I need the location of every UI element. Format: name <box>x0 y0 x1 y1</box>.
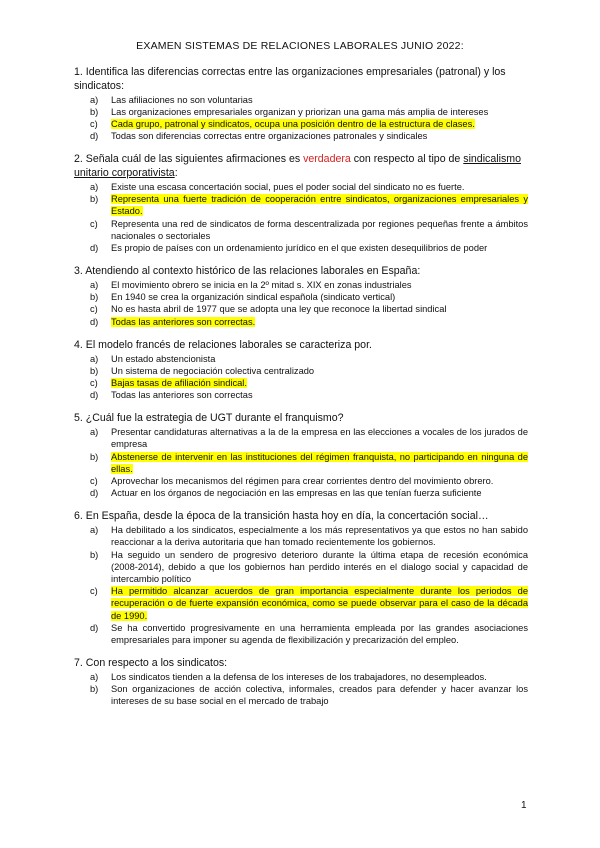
option-text <box>111 365 528 377</box>
option-text <box>111 94 528 106</box>
option-text-content: Cada grupo, patronal y sindicatos, ocupa una posición dentro de la estructura de clases. <box>111 119 475 129</box>
option-letter: d) <box>90 488 99 499</box>
option-text-content: Un sistema de negociación colectiva centralizado <box>111 365 315 376</box>
option-text-content: Presentar candidaturas alternativas a la de la empresa en las elecciones a vocales de los jurados de empresa <box>111 427 528 450</box>
option-text-content: Representa una red de sindicatos de forma descentralizada por regiones pequeñas frente a ámbitos nacionales o sectoriales <box>111 218 528 241</box>
answer-option <box>74 549 528 586</box>
option-text <box>111 279 528 291</box>
option-letter: d) <box>90 390 99 401</box>
option-letter: c) <box>90 476 98 487</box>
question-2 <box>74 153 528 254</box>
option-text-highlighted <box>111 377 528 389</box>
option-letter: d) <box>90 131 99 142</box>
option-text-highlighted <box>111 585 528 622</box>
answer-option <box>74 377 528 389</box>
option-text-highlighted <box>111 193 528 217</box>
option-letter: a) <box>90 280 99 291</box>
option-text-content: Son organizaciones de acción colectiva, informales, creados para defender y hacer avanzar los intereses de su base social en el mercado de trabajo <box>111 684 528 707</box>
option-text <box>111 218 528 242</box>
answer-option <box>74 671 528 683</box>
option-text <box>111 671 528 683</box>
answer-option <box>74 316 528 328</box>
option-text-content: Todas son diferencias correctas entre organizaciones patronales y sindicales <box>111 131 428 142</box>
question-5 <box>74 412 528 499</box>
option-text-content: Actuar en los órganos de negociación en las empresas en las que tenían fuerza suficiente <box>111 488 482 499</box>
answer-option <box>74 130 528 142</box>
question-7 <box>74 657 528 707</box>
question-text: 1. Identifica las diferencias correctas entre las organizaciones empresariales (patronal) y los sindicatos: <box>74 66 506 92</box>
answer-option <box>74 365 528 377</box>
question-text: 3. Atendiendo al contexto histórico de las relaciones laborales en España: <box>74 265 421 278</box>
question-6 <box>74 510 528 646</box>
option-text <box>111 389 528 401</box>
question-text-suffix: : <box>174 167 178 180</box>
option-text-highlighted <box>111 316 528 328</box>
option-text <box>111 303 528 315</box>
option-letter: b) <box>90 684 99 695</box>
answer-option <box>74 426 528 450</box>
option-text-content: Abstenerse de intervenir en las instituciones del régimen franquista, no participando en ninguna de ellas. <box>111 451 528 474</box>
option-letter: a) <box>90 427 99 438</box>
answer-option <box>74 106 528 118</box>
option-letter: b) <box>90 106 99 117</box>
question-text-mid: con respecto al tipo de <box>350 153 464 166</box>
option-text-content: Existe una escasa concertación social, pues el poder social del sindicato no es fuerte. <box>111 182 465 192</box>
option-text-content: Todas las anteriores son correctas. <box>111 316 256 327</box>
option-letter: c) <box>90 119 98 129</box>
option-text-content: Es propio de países con un ordenamiento jurídico en el que existen desequilibrios de poder <box>111 243 488 254</box>
option-text <box>111 291 528 303</box>
answer-option <box>74 353 528 365</box>
question-text: 6. En España, desde la época de la transición hasta hoy en día, la concertación social… <box>74 510 489 523</box>
option-text-content: Se ha convertido progresivamente en una herramienta empleada por las grandes asociaciones empresariales para imponer su agenda de flexibilización y precarización del empleo. <box>111 622 528 646</box>
question-text-underlined: sindicalismo unitario corporativista <box>74 153 521 180</box>
answer-option <box>74 622 528 646</box>
option-text-highlighted <box>111 118 528 130</box>
option-text <box>111 683 528 707</box>
answer-option <box>74 94 528 106</box>
option-letter: c) <box>90 304 98 315</box>
answer-option <box>74 303 528 315</box>
option-text <box>111 106 528 118</box>
option-text-content: Bajas tasas de afiliación sindical. <box>111 378 247 389</box>
answer-option <box>74 389 528 401</box>
option-text-content: Aprovechar los mecanismos del régimen para crear corrientes dentro del movimiento obrero. <box>111 476 494 487</box>
option-text-content: En 1940 se crea la organización sindical española (sindicato vertical) <box>111 292 396 303</box>
option-letter: a) <box>90 182 99 192</box>
option-text-content: Ha debilitado a los sindicatos, especialmente a los más representativos ya que estos no han sabido reaccionar a la deriva autoritaria que han tomado recientemente los gobiernos. <box>111 525 528 548</box>
answer-option <box>74 451 528 475</box>
answer-option <box>74 218 528 242</box>
option-text <box>111 549 528 586</box>
option-text <box>111 242 528 254</box>
question-text-red: verdadera <box>303 153 351 166</box>
option-text-content: Las afiliaciones no son voluntarias <box>111 94 253 105</box>
option-text <box>111 426 528 450</box>
option-text-content: El movimiento obrero se inicia en la 2º mitad s. XIX en zonas industriales <box>111 280 412 291</box>
question-1 <box>74 66 528 142</box>
option-letter: d) <box>90 316 99 327</box>
question-text: 7. Con respecto a los sindicatos: <box>74 657 228 670</box>
option-letter: c) <box>90 218 98 229</box>
option-letter: c) <box>90 378 98 389</box>
question-3 <box>74 265 528 328</box>
question-text: 4. El modelo francés de relaciones laborales se caracteriza por. <box>74 338 372 351</box>
option-text <box>111 353 528 365</box>
option-letter: b) <box>90 292 99 303</box>
option-text-content: Un estado abstencionista <box>111 353 216 364</box>
option-letter: b) <box>90 365 99 376</box>
option-letter: a) <box>90 353 99 364</box>
answer-option <box>74 585 528 622</box>
option-text-content: Todas las anteriores son correctas <box>111 390 253 401</box>
option-letter: a) <box>90 525 99 536</box>
option-letter: b) <box>90 194 99 205</box>
option-text-highlighted <box>111 451 528 475</box>
option-letter: c) <box>90 586 98 597</box>
question-text <box>74 153 528 181</box>
answer-option <box>74 291 528 303</box>
page-title: EXAMEN SISTEMAS DE RELACIONES LABORALES JUNIO 2022: <box>136 40 464 52</box>
option-letter: b) <box>90 451 99 462</box>
option-text <box>111 181 528 193</box>
answer-option <box>74 118 528 130</box>
answer-option <box>74 279 528 291</box>
answer-option <box>74 683 528 707</box>
question-text-prefix: 2. Señala cuál de las siguientes afirmaciones es <box>74 153 304 166</box>
option-letter: d) <box>90 622 99 633</box>
option-text <box>111 130 528 142</box>
option-text-content: Las organizaciones empresariales organizan y priorizan una gama más amplia de intereses <box>111 106 489 117</box>
option-letter: b) <box>90 549 99 560</box>
option-letter: a) <box>90 672 99 683</box>
option-text <box>111 622 528 646</box>
option-letter: d) <box>90 243 99 254</box>
answer-option <box>74 181 528 193</box>
option-text-content: Ha permitido alcanzar acuerdos de gran importancia especialmente durante los periodos de recuperación o de fuerte expansión económica, como se puede observar para el caso de la década de 1990. <box>111 586 528 621</box>
option-text-content: Representa una fuerte tradición de cooperación entre sindicatos, organizaciones empresariales y Estado. <box>111 194 528 217</box>
answer-option <box>74 475 528 487</box>
option-text <box>111 475 528 487</box>
answer-option <box>74 193 528 217</box>
option-text <box>111 524 528 548</box>
option-letter: a) <box>90 94 99 105</box>
page-number: 1 <box>521 800 527 811</box>
question-text: 5. ¿Cuál fue la estrategia de UGT durante el franquismo? <box>74 412 344 425</box>
option-text-content: No es hasta abril de 1977 que se adopta una ley que reconoce la libertad sindical <box>111 304 447 315</box>
answer-option <box>74 242 528 254</box>
option-text <box>111 487 528 499</box>
answer-option <box>74 524 528 548</box>
question-list <box>74 66 528 719</box>
question-4 <box>74 339 528 402</box>
option-text-content: Ha seguido un sendero de progresivo deterioro durante la última etapa de recesión económica (2008-2014), debido a que los gobiernos han perdido interés en el dialogo social y capacidad de intercambio político <box>111 549 528 585</box>
answer-option <box>74 487 528 499</box>
option-text-content: Los sindicatos tienden a la defensa de los intereses de los trabajadores, no desempleados. <box>111 672 487 683</box>
